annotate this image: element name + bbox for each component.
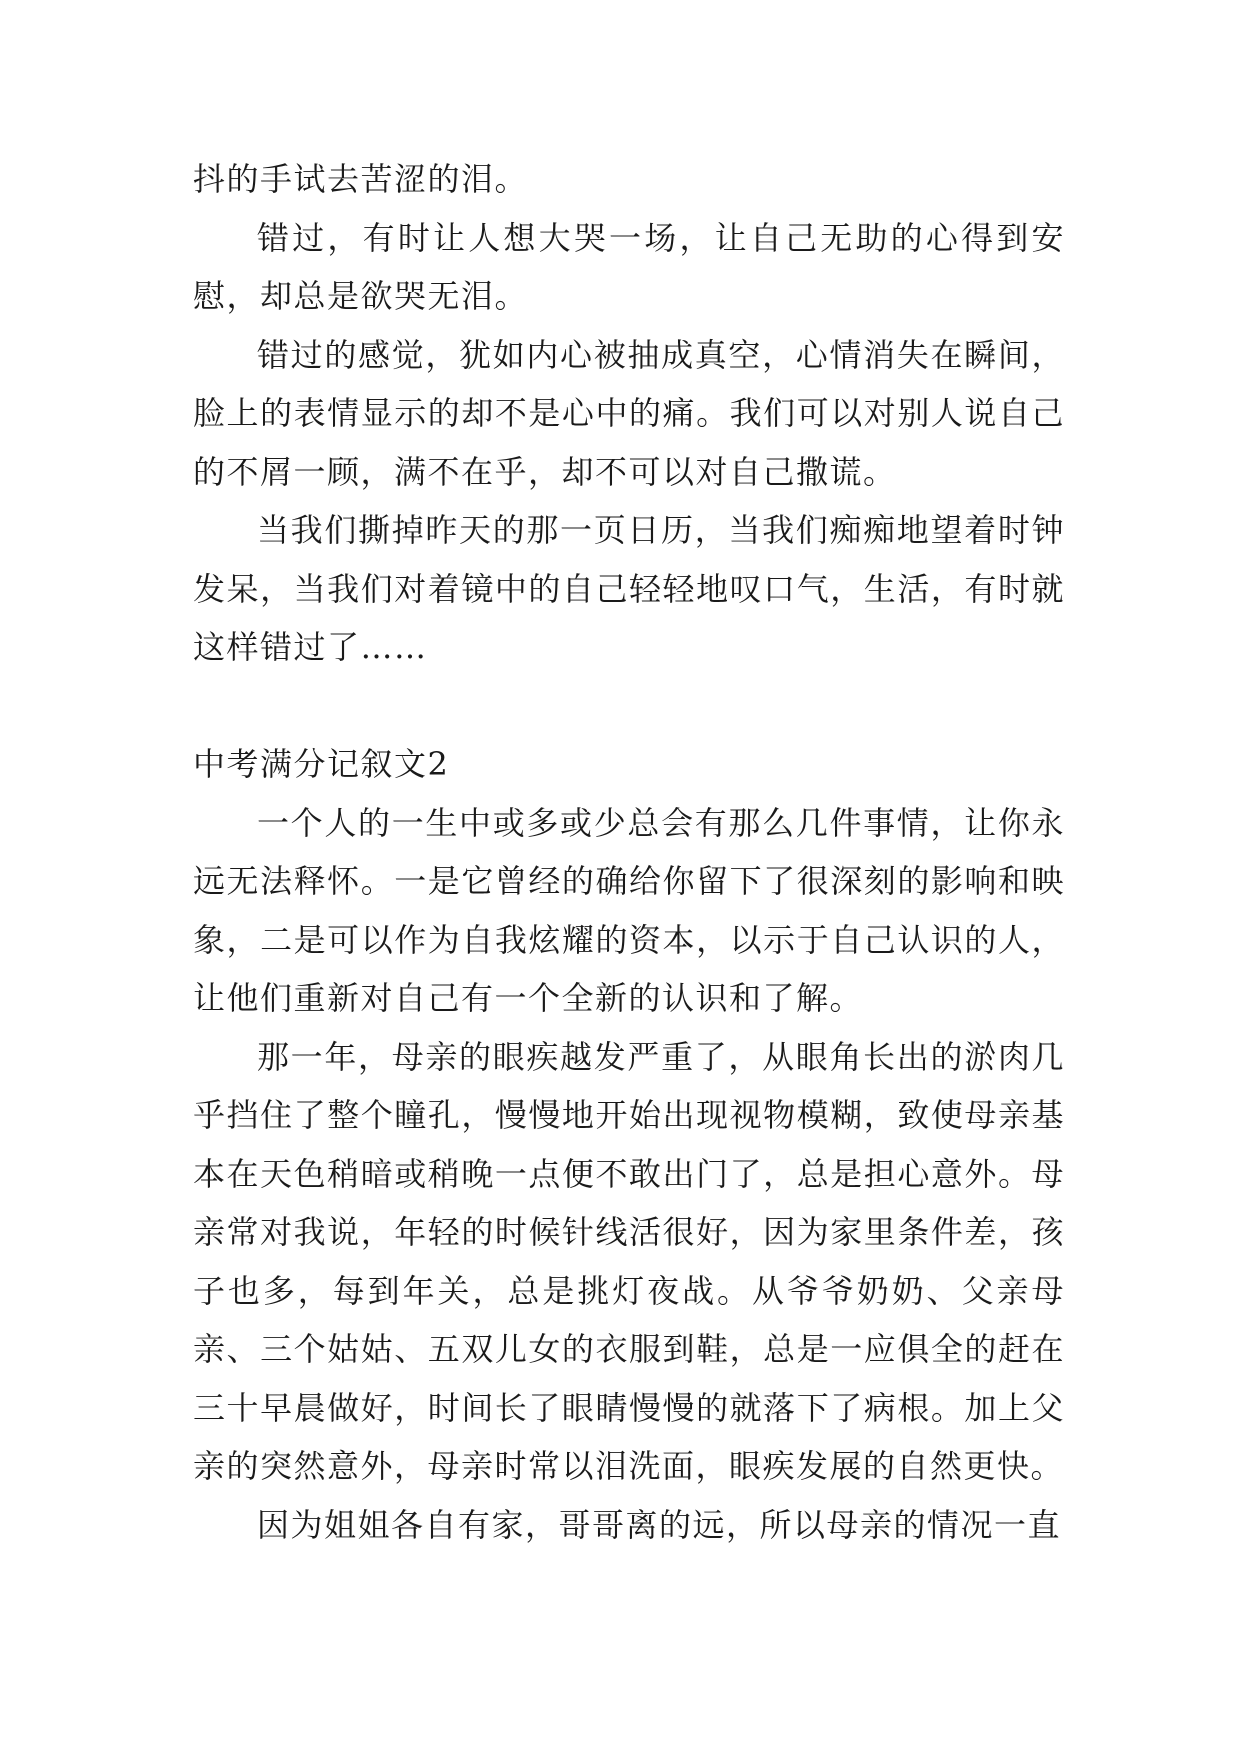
paragraph: 那一年，母亲的眼疾越发严重了，从眼角长出的淤肉几乎挡住了整个瞳孔，慢慢地开始出现视物模糊，致使母亲基本在天色稍暗或稍晚一点便不敢出门了，总是担心意外。母亲常对我说，年轻的时候针线活很好，因为家里条件差，孩子也多，每到年关，总是挑灯夜战。从爷爷奶奶、父亲母亲、三个姑姑、五双儿女的衣服到鞋，总是一应俱全的赶在三十早晨做好，时间长了眼睛慢慢的就落下了病根。加上父亲的突然意外，母亲时常以泪洗面，眼疾发展的自然更快。 (193, 1037, 1065, 1485)
paragraph: 错过，有时让人想大哭一场，让自己无助的心得到安慰，却总是欲哭无泪。 (193, 218, 1065, 315)
opening-fragment: 抖的手试去苦涩的泪。 (193, 160, 529, 198)
section-title: 中考满分记叙文2 (193, 745, 450, 783)
paragraph: 当我们撕掉昨天的那一页日历，当我们痴痴地望着时钟发呆，当我们对着镜中的自己轻轻地叹口气，生活，有时就这样错过了…… (193, 511, 1065, 666)
paragraph: 因为姐姐各自有家，哥哥离的远，所以母亲的情况一直 (257, 1505, 1062, 1544)
paragraph: 错过的感觉，犹如内心被抽成真空，心情消失在瞬间，脸上的表情显示的却不是心中的痛。我们可以对别人说自己的不屑一顾，满不在乎，却不可以对自己撒谎。 (193, 335, 1065, 491)
paragraph: 一个人的一生中或多或少总会有那么几件事情，让你永远无法释怀。一是它曾经的确给你留下了很深刻的影响和映象，二是可以作为自我炫耀的资本，以示于自己认识的人，让他们重新对自己有一个全新的认识和了解。 (193, 803, 1065, 1017)
document-body (193, 150, 1065, 1554)
